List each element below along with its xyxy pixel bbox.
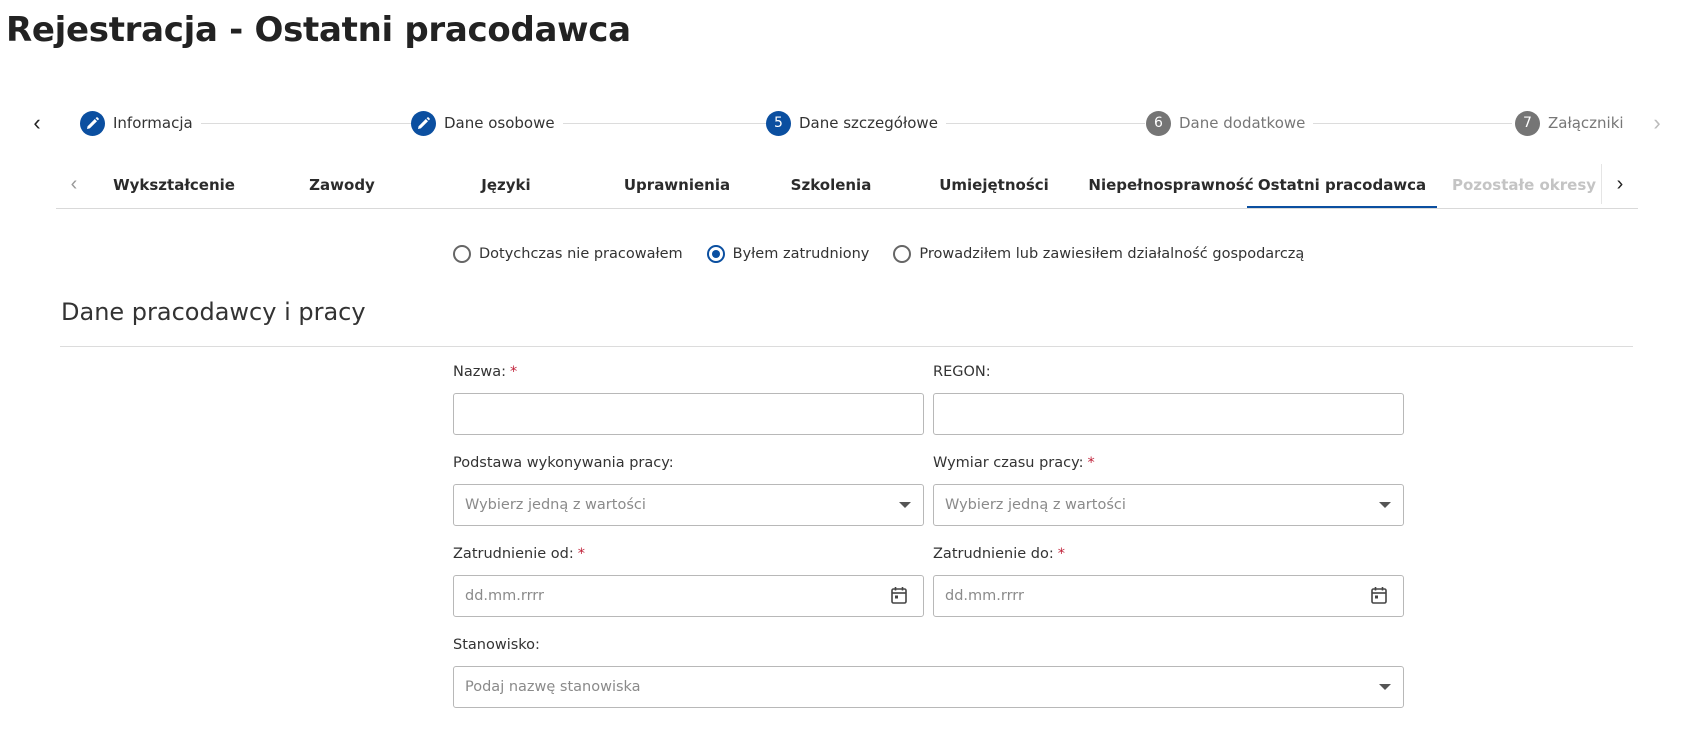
radio-label: Byłem zatrudniony bbox=[732, 246, 870, 262]
step-connector bbox=[550, 123, 772, 124]
tab-pozostale-okresy[interactable]: Pozostałe okresy bbox=[1451, 176, 1597, 194]
required-marker: * bbox=[1087, 455, 1095, 471]
zatrudnienie-od-label: Zatrudnienie od: bbox=[453, 546, 574, 562]
employment-status-radio-group bbox=[453, 242, 1328, 266]
step-connector bbox=[930, 123, 1145, 124]
stanowisko-label: Stanowisko: bbox=[453, 637, 540, 653]
field-wymiar bbox=[933, 455, 1404, 526]
wymiar-select[interactable] bbox=[933, 484, 1404, 526]
step-connector bbox=[1300, 123, 1512, 124]
step-number: 5 bbox=[766, 111, 791, 136]
wymiar-label: Wymiar czasu pracy: bbox=[933, 455, 1084, 471]
date-placeholder: dd.mm.rrrr bbox=[945, 588, 1024, 604]
nazwa-label: Nazwa: bbox=[453, 364, 506, 380]
stepper-prev-button[interactable] bbox=[22, 108, 52, 138]
pencil-icon bbox=[80, 111, 105, 136]
zatrudnienie-do-date-input[interactable] bbox=[933, 575, 1404, 617]
field-podstawa bbox=[453, 455, 924, 526]
radio-label: Dotychczas nie pracowałem bbox=[479, 246, 683, 262]
podstawa-select[interactable] bbox=[453, 484, 924, 526]
radio-label: Prowadziłem lub zawiesiłem działalność gospodarczą bbox=[919, 246, 1305, 262]
tab-ostatni-pracodawca[interactable]: Ostatni pracodawca bbox=[1247, 164, 1437, 208]
tab-umiejetnosci[interactable]: Umiejętności bbox=[939, 176, 1049, 194]
step-number: 6 bbox=[1146, 111, 1171, 136]
nazwa-input[interactable] bbox=[453, 393, 924, 435]
section-title: Dane pracodawcy i pracy bbox=[61, 298, 366, 326]
step-connector bbox=[190, 123, 414, 124]
step-number: 7 bbox=[1515, 111, 1540, 136]
field-regon bbox=[933, 364, 1404, 435]
details-tabs bbox=[56, 164, 1638, 209]
radio-button[interactable] bbox=[453, 245, 471, 263]
step-dane-dodatkowe[interactable] bbox=[1146, 108, 1313, 138]
caret-down-icon bbox=[1379, 502, 1391, 508]
pencil-icon bbox=[411, 111, 436, 136]
podstawa-label: Podstawa wykonywania pracy: bbox=[453, 455, 674, 471]
step-dane-szczegolowe[interactable] bbox=[766, 108, 946, 138]
radio-not-employed[interactable] bbox=[453, 245, 683, 263]
field-zatrudnienie-do bbox=[933, 546, 1404, 617]
required-marker: * bbox=[1057, 546, 1065, 562]
step-zalaczniki[interactable] bbox=[1515, 108, 1632, 138]
tab-wyksztalcenie[interactable]: Wykształcenie bbox=[113, 176, 235, 194]
chevron-left-icon: ‹ bbox=[33, 110, 41, 135]
step-dane-osobowe[interactable] bbox=[411, 108, 563, 138]
tab-szkolenia[interactable]: Szkolenia bbox=[790, 176, 872, 194]
field-nazwa bbox=[453, 364, 924, 435]
tabs-prev-button[interactable] bbox=[56, 164, 92, 204]
tab-niepelnosprawnosc[interactable]: Niepełnosprawność bbox=[1088, 176, 1254, 194]
caret-down-icon bbox=[899, 502, 911, 508]
field-stanowisko bbox=[453, 637, 1404, 708]
stanowisko-combobox[interactable] bbox=[453, 666, 1404, 708]
calendar-icon[interactable] bbox=[1371, 586, 1387, 604]
required-marker: * bbox=[577, 546, 585, 562]
tab-jezyki[interactable]: Języki bbox=[481, 176, 531, 194]
field-zatrudnienie-od bbox=[453, 546, 924, 617]
required-marker: * bbox=[509, 364, 518, 380]
zatrudnienie-od-date-input[interactable] bbox=[453, 575, 924, 617]
chevron-right-icon: › bbox=[1653, 110, 1661, 135]
stepper-next-button[interactable] bbox=[1642, 108, 1672, 138]
radio-employed[interactable] bbox=[707, 245, 870, 263]
regon-label: REGON: bbox=[933, 364, 991, 380]
tabs-next-button[interactable] bbox=[1601, 164, 1638, 204]
tab-uprawnienia[interactable]: Uprawnienia bbox=[623, 176, 731, 194]
chevron-left-icon: ‹ bbox=[70, 172, 78, 195]
page-title: Rejestracja - Ostatni pracodawca bbox=[6, 10, 631, 50]
radio-button[interactable] bbox=[707, 245, 725, 263]
radio-business[interactable] bbox=[893, 245, 1304, 263]
step-label: Dane osobowe bbox=[444, 114, 555, 132]
step-label: Załączniki bbox=[1548, 114, 1624, 132]
step-label: Dane szczegółowe bbox=[799, 114, 938, 132]
regon-input[interactable] bbox=[933, 393, 1404, 435]
registration-stepper bbox=[0, 108, 1682, 138]
combobox-placeholder: Podaj nazwę stanowiska bbox=[465, 679, 641, 695]
select-placeholder: Wybierz jedną z wartości bbox=[465, 497, 646, 513]
tab-zawody[interactable]: Zawody bbox=[309, 176, 375, 194]
radio-button[interactable] bbox=[893, 245, 911, 263]
caret-down-icon bbox=[1379, 684, 1391, 690]
step-label: Informacja bbox=[113, 114, 193, 132]
step-informacja[interactable] bbox=[80, 108, 201, 138]
date-placeholder: dd.mm.rrrr bbox=[465, 588, 544, 604]
calendar-icon[interactable] bbox=[891, 586, 907, 604]
step-label: Dane dodatkowe bbox=[1179, 114, 1306, 132]
section-divider bbox=[60, 346, 1633, 347]
zatrudnienie-do-label: Zatrudnienie do: bbox=[933, 546, 1054, 562]
chevron-right-icon: › bbox=[1616, 172, 1624, 195]
select-placeholder: Wybierz jedną z wartości bbox=[945, 497, 1126, 513]
